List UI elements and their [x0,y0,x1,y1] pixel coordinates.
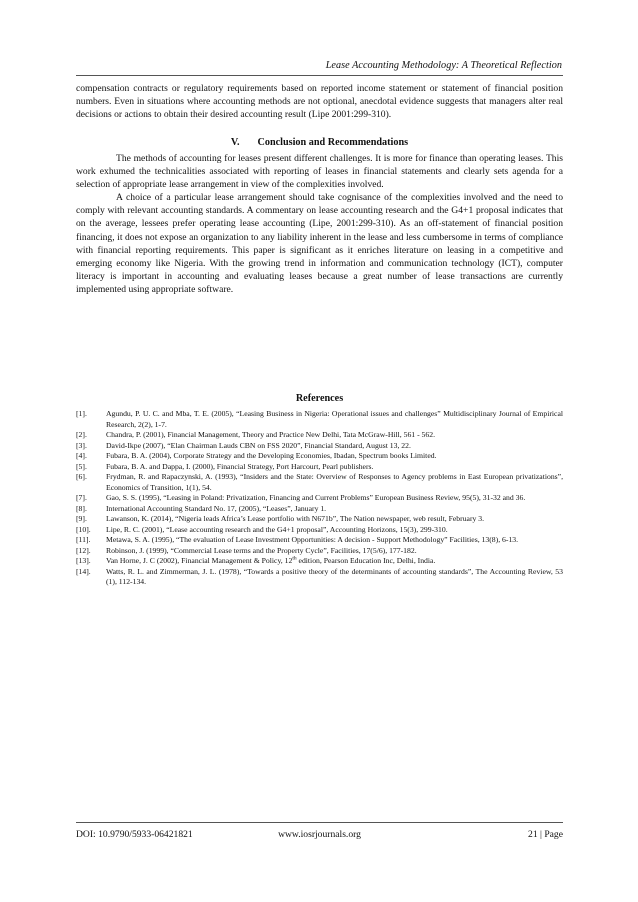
reference-item [76,514,563,525]
reference-number: [10]. [76,524,91,534]
body-paragraph-continued [76,82,563,121]
superscript: th [292,555,297,562]
reference-number: [3]. [76,440,87,450]
reference-number: [12]. [76,545,91,555]
reference-number: [9]. [76,514,87,523]
reference-text: Lipe, R. C. (2001), “Lease accounting research and the G4+1 proposal”, Accounting Horizons, 15(3), 299-310. [106,524,448,534]
reference-number: [13]. [76,556,91,565]
reference-number: [14]. [76,566,91,576]
reference-text: Lawanson, K. (2014), “Nigeria leads Africa’s Lease portfolio with N671b”, The Nation newspaper, web result, February 3. [106,514,485,523]
reference-number: [11]. [76,535,91,544]
reference-item [76,451,563,462]
reference-item [76,430,563,441]
reference-text: Metawa, S. A. (1995), “The evaluation of Lease Investment Opportunities: A decision - Support Methodology” Facilities, 13(8), 6-13. [106,535,519,544]
header-rule [76,75,563,76]
section-title: Conclusion and Recommendations [257,137,409,148]
reference-text: David-Ikpe (2007), “Elan Chairman Lauds CBN on FSS 2020”, Financial Standard, August 13, 22. [106,440,411,450]
reference-text: Chandra, P. (2001), Financial Management, Theory and Practice New Delhi, Tata McGraw-Hill, 561 - 562. [106,430,436,439]
reference-text: Fubara, B. A. and Dappa, I. (2000), Financial Strategy, Port Harcourt, Pearl publishers. [106,461,374,471]
reference-text: Fubara, B. A. (2004), Corporate Strategy and the Developing Economies, Ibadan, Spectrum books Limited. [106,451,437,460]
paragraph-text: compensation contracts or regulatory requirements based on reported income statement or statement of financial position numbers. Even in situations where accounting methods are not optional, anecdotal evidence suggests that managers alter real decisions or actions to obtain their desired accounting result (Lipe 2001:299-310). [76,83,563,121]
reference-item [76,546,563,557]
reference-item [76,504,563,515]
reference-item [76,567,563,588]
footer-page-number: 21 | Page [528,829,563,840]
running-title: Lease Accounting Methodology: A Theoretical Reflection [325,60,562,71]
footer-rule [76,822,563,823]
reference-text: Robinson, J. (1999), “Commercial Lease terms and the Property Cycle”, Facilities, 17(5/6), 177-182. [106,545,417,555]
footer-doi: DOI: 10.9790/5933-06421821 [76,829,193,840]
reference-text-part: Van Horne, J. C (2002), Financial Management & Policy, 12 [106,556,293,565]
reference-number: [6]. [76,472,87,481]
reference-item [76,409,563,430]
conclusion-paragraph-2: A choice of a particular lease arrangement should take cognisance of the complexities involved and the need to comply with relevant accounting standards. A commentary on lease accounting research and the G4+1 proposal indicates that on the average, lessees prefer operating lease accounting (Lipe, 2001:299-310). As an off-statement of financial position financing, it does not expose an organization to any liability inherent in the lease and less cumbersome in terms of compliance with financial reporting requirements. This paper is significant as it enriches literature on leasing in a competitive and emerging economy like Nigeria. With the growing trend in information and communication technology (ICT), computer literacy is important in accounting and evaluating leases because a great number of lease transactions are currently implemented using appropriate software. [76,192,563,295]
reference-number: [2]. [76,430,87,439]
section-number: V. [230,137,240,148]
reference-item [76,535,563,546]
reference-text-part: edition, Pearson Education Inc, Delhi, India. [296,556,436,565]
reference-number: [1]. [76,409,87,418]
reference-number: [7]. [76,493,87,502]
reference-item [76,525,563,536]
reference-item [76,441,563,452]
reference-item [76,462,563,473]
references-heading: References [295,393,344,404]
reference-number: [5]. [76,461,87,471]
reference-item [76,556,563,567]
reference-text: Gao, S. S. (1995), “Leasing in Poland: Privatization, Financing and Current Problems” European Business Review, 95(5), 31-32 and 36. [106,493,526,502]
conclusion-body [76,152,563,296]
footer-website: www.iosrjournals.org [278,829,361,840]
conclusion-paragraph-1: The methods of accounting for leases present different challenges. It is more for finance than operating leases. This work exhumed the technicalities associated with reporting of leases in financial statements and clearly sets agenda for a selection of appropriate lease arrangement in view of the complexities involved. [76,153,563,191]
reference-text [106,556,563,567]
reference-item [76,472,563,493]
section-heading [76,137,563,148]
reference-item [76,493,563,504]
reference-text: Agundu, P. U. C. and Mba, T. E. (2005), “Leasing Business in Nigeria: Operational issues and challenges” Multidisciplinary Journal of Empirical Research, 2(2), 1-7. [106,409,563,429]
reference-text: Frydman, R. and Rapaczynski, A. (1993), “Insiders and the State: Overview of Responses to Agency problems in East European privatizations”, Economics of Transition, 1(1), 54. [106,472,563,492]
reference-text: Watts, R. L. and Zimmerman, J. L. (1978), “Towards a positive theory of the determinants of accounting standards”, The Accounting Review, 53 (1), 112-134. [106,566,563,586]
reference-text: International Accounting Standard No. 17, (2005), “Leases”, January 1. [106,503,327,513]
reference-number: [4]. [76,451,87,460]
references-list [76,409,563,588]
reference-number: [8]. [76,503,87,513]
